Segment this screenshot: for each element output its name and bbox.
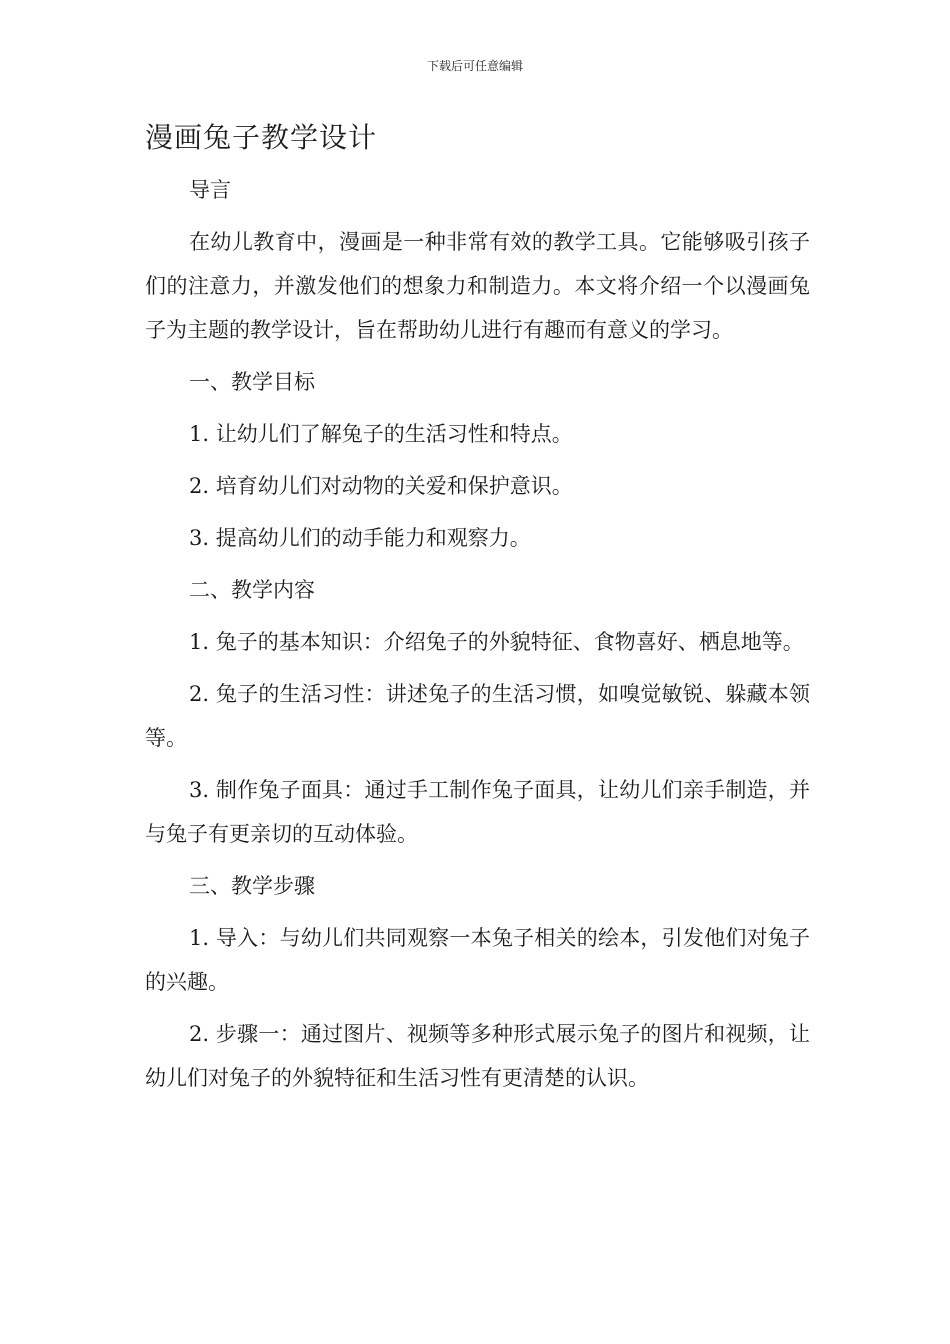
list-item: 1. 让幼儿们了解兔子的生活习性和特点。	[189, 422, 573, 446]
section-heading-steps: 三、教学步骤	[189, 874, 315, 898]
document-title: 漫画兔子教学设计	[145, 121, 378, 154]
section-heading-goals: 一、教学目标	[189, 370, 315, 394]
list-item: 3. 提高幼儿们的动手能力和观察力。	[189, 526, 531, 550]
list-item: 1. 兔子的基本知识：介绍兔子的外貌特征、食物喜好、栖息地等。	[189, 630, 804, 654]
list-item: 1. 导入：与幼儿们共同观察一本兔子相关的绘本，引发他们对兔子的兴趣。	[145, 926, 810, 994]
header-note: 下载后可任意编辑	[426, 59, 523, 73]
list-item: 2. 培育幼儿们对动物的关爱和保护意识。	[189, 474, 573, 498]
list-item: 3. 制作兔子面具：通过手工制作兔子面具，让幼儿们亲手制造，并与兔子有更亲切的互动体验。	[145, 778, 810, 846]
list-item: 2. 步骤一：通过图片、视频等多种形式展示兔子的图片和视频，让幼儿们对兔子的外貌特征和生活习性有更清楚的认识。	[145, 1022, 810, 1090]
list-item: 2. 兔子的生活习性：讲述兔子的生活习惯，如嗅觉敏锐、躲藏本领等。	[145, 682, 810, 750]
intro-heading: 导言	[189, 178, 231, 202]
section-heading-content: 二、教学内容	[189, 578, 315, 602]
document-body	[145, 168, 810, 1108]
intro-paragraph: 在幼儿教育中，漫画是一种非常有效的教学工具。它能够吸引孩子们的注意力，并激发他们的想象力和制造力。本文将介绍一个以漫画兔子为主题的教学设计，旨在帮助幼儿进行有趣而有意义的学习。	[145, 230, 810, 342]
